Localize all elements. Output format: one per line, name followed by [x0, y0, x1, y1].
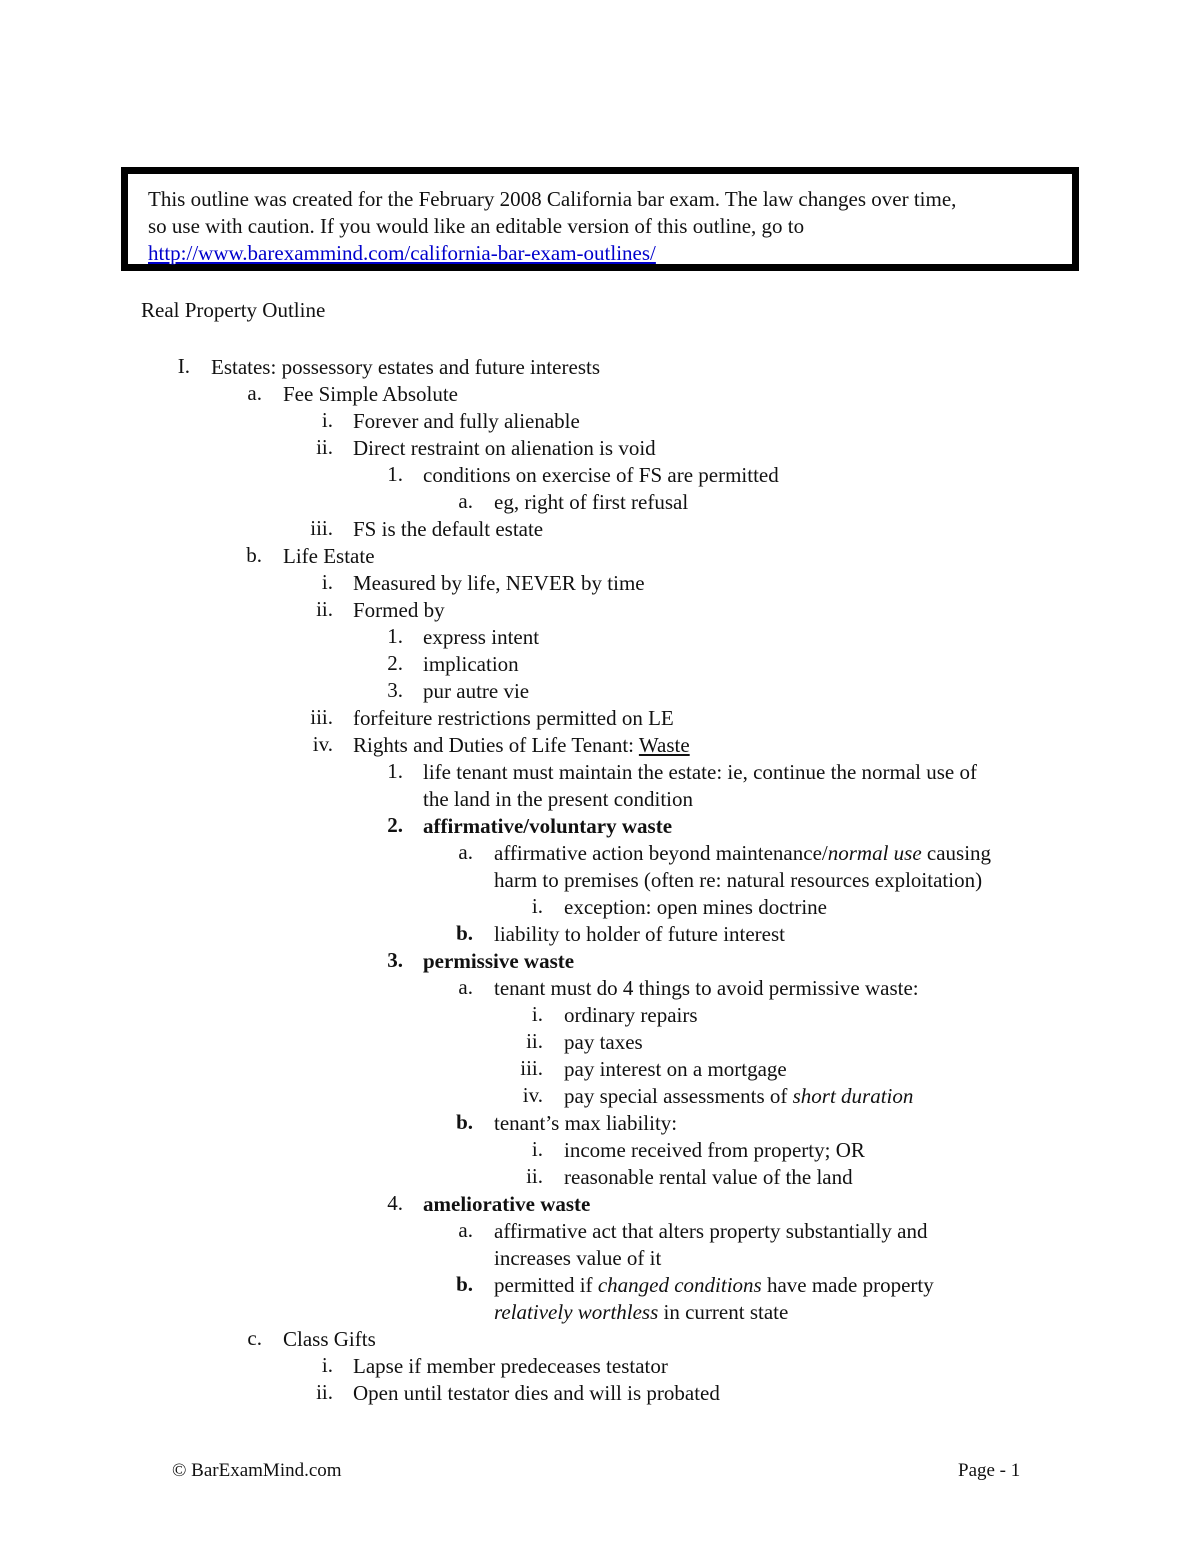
outline-label: iv.: [312, 732, 333, 756]
outline-label: iv.: [522, 1083, 543, 1107]
outline-item: pay interest on a mortgage: [564, 1057, 787, 1081]
outline-label: a.: [458, 489, 473, 513]
outline-item: ameliorative waste: [423, 1192, 591, 1216]
outline-label: I.: [177, 354, 190, 378]
outline-label: ii.: [316, 435, 333, 459]
outline-item: FS is the default estate: [353, 517, 544, 541]
outline-item: affirmative action beyond maintenance/normal use causing: [494, 841, 992, 865]
outline-label: c.: [247, 1326, 262, 1350]
outline-label: ii.: [526, 1029, 543, 1053]
outline-item: liability to holder of future interest: [494, 922, 786, 946]
outline-item: express intent: [423, 625, 540, 649]
outline-label: i.: [531, 1002, 543, 1026]
outline-item: eg, right of first refusal: [494, 490, 689, 514]
outline-item: Lapse if member predeceases testator: [353, 1354, 668, 1378]
outline-item: ordinary repairs: [564, 1003, 698, 1027]
outline-label: iii.: [310, 516, 333, 540]
outline-item: income received from property; OR: [564, 1138, 865, 1162]
outline-label: iii.: [520, 1056, 543, 1080]
outline-label: 2.: [387, 813, 403, 837]
outline-item: permitted if changed conditions have made property: [494, 1273, 934, 1297]
outline-item: affirmative act that alters property substantially and: [494, 1219, 928, 1243]
outline-label: 1.: [387, 624, 403, 648]
outline-item: Rights and Duties of Life Tenant: Waste: [353, 733, 690, 757]
waste-heading: Waste: [638, 733, 690, 757]
outline-label: a.: [458, 1218, 473, 1242]
disclaimer-line-1: This outline was created for the February 2008 California bar exam. The law changes over time,: [148, 187, 957, 211]
outline-label: i.: [321, 408, 333, 432]
outline-item: reasonable rental value of the land: [564, 1165, 853, 1189]
disclaimer-box: [121, 167, 1079, 271]
footer-page-number: Page - 1: [958, 1460, 1021, 1481]
outline-label: ii.: [316, 597, 333, 621]
outline-label: b.: [456, 1272, 473, 1296]
outline-item: life tenant must maintain the estate: ie, continue the normal use of: [423, 760, 977, 784]
outline-label: b.: [456, 1110, 473, 1134]
outline-label: a.: [458, 975, 473, 999]
outline-item-cont: the land in the present condition: [423, 787, 694, 811]
outline-label: a.: [458, 840, 473, 864]
outline-item: conditions on exercise of FS are permitted: [423, 463, 779, 487]
outline-item: pay special assessments of short duration: [564, 1084, 914, 1108]
outline-item-cont: harm to premises (often re: natural resources exploitation): [494, 868, 983, 892]
outline-item-cont: increases value of it: [494, 1246, 662, 1270]
outline-item: permissive waste: [423, 949, 575, 973]
outline-item: Open until testator dies and will is probated: [353, 1381, 720, 1405]
outline-item: exception: open mines doctrine: [564, 895, 828, 919]
outline-label: b.: [246, 543, 262, 567]
outline-label: 1.: [387, 462, 403, 486]
outline-label: 1.: [387, 759, 403, 783]
outline-item: affirmative/voluntary waste: [423, 814, 673, 838]
outline-item-cont: relatively worthless in current state: [494, 1300, 789, 1324]
outline-label: 3.: [387, 948, 403, 972]
outline-link[interactable]: http://www.barexammind.com/california-bar-exam-outlines/: [148, 241, 656, 265]
outline-label: i.: [531, 894, 543, 918]
outline-item: tenant’s max liability:: [494, 1111, 678, 1135]
page-title: Real Property Outline: [141, 298, 326, 322]
outline-item: Formed by: [353, 598, 445, 622]
outline-item: Estates: possessory estates and future interests: [211, 355, 600, 379]
outline-item: tenant must do 4 things to avoid permissive waste:: [494, 976, 919, 1000]
outline-item: Class Gifts: [283, 1327, 376, 1351]
outline-item: Fee Simple Absolute: [283, 382, 458, 406]
outline-label: i.: [321, 570, 333, 594]
outline-label: 2.: [387, 651, 403, 675]
outline-item: implication: [423, 652, 519, 676]
outline-item: Life Estate: [283, 544, 375, 568]
outline-item: Measured by life, NEVER by time: [353, 571, 645, 595]
outline-item: pay taxes: [564, 1030, 643, 1054]
outline-item: Forever and fully alienable: [353, 409, 580, 433]
outline-item: Direct restraint on alienation is void: [353, 436, 656, 460]
outline-label: i.: [531, 1137, 543, 1161]
outline-label: 3.: [387, 678, 403, 702]
disclaimer-line-2: so use with caution. If you would like an editable version of this outline, go to: [148, 214, 805, 238]
footer-copyright: © BarExamMind.com: [172, 1460, 342, 1481]
outline-label: ii.: [316, 1380, 333, 1404]
outline-item: pur autre vie: [423, 679, 530, 703]
outline-label: iii.: [310, 705, 333, 729]
outline-label: b.: [456, 921, 473, 945]
outline-label: i.: [321, 1353, 333, 1377]
outline-label: 4.: [387, 1191, 403, 1215]
outline-label: ii.: [526, 1164, 543, 1188]
outline-item: forfeiture restrictions permitted on LE: [353, 706, 674, 730]
outline-label: a.: [247, 381, 262, 405]
